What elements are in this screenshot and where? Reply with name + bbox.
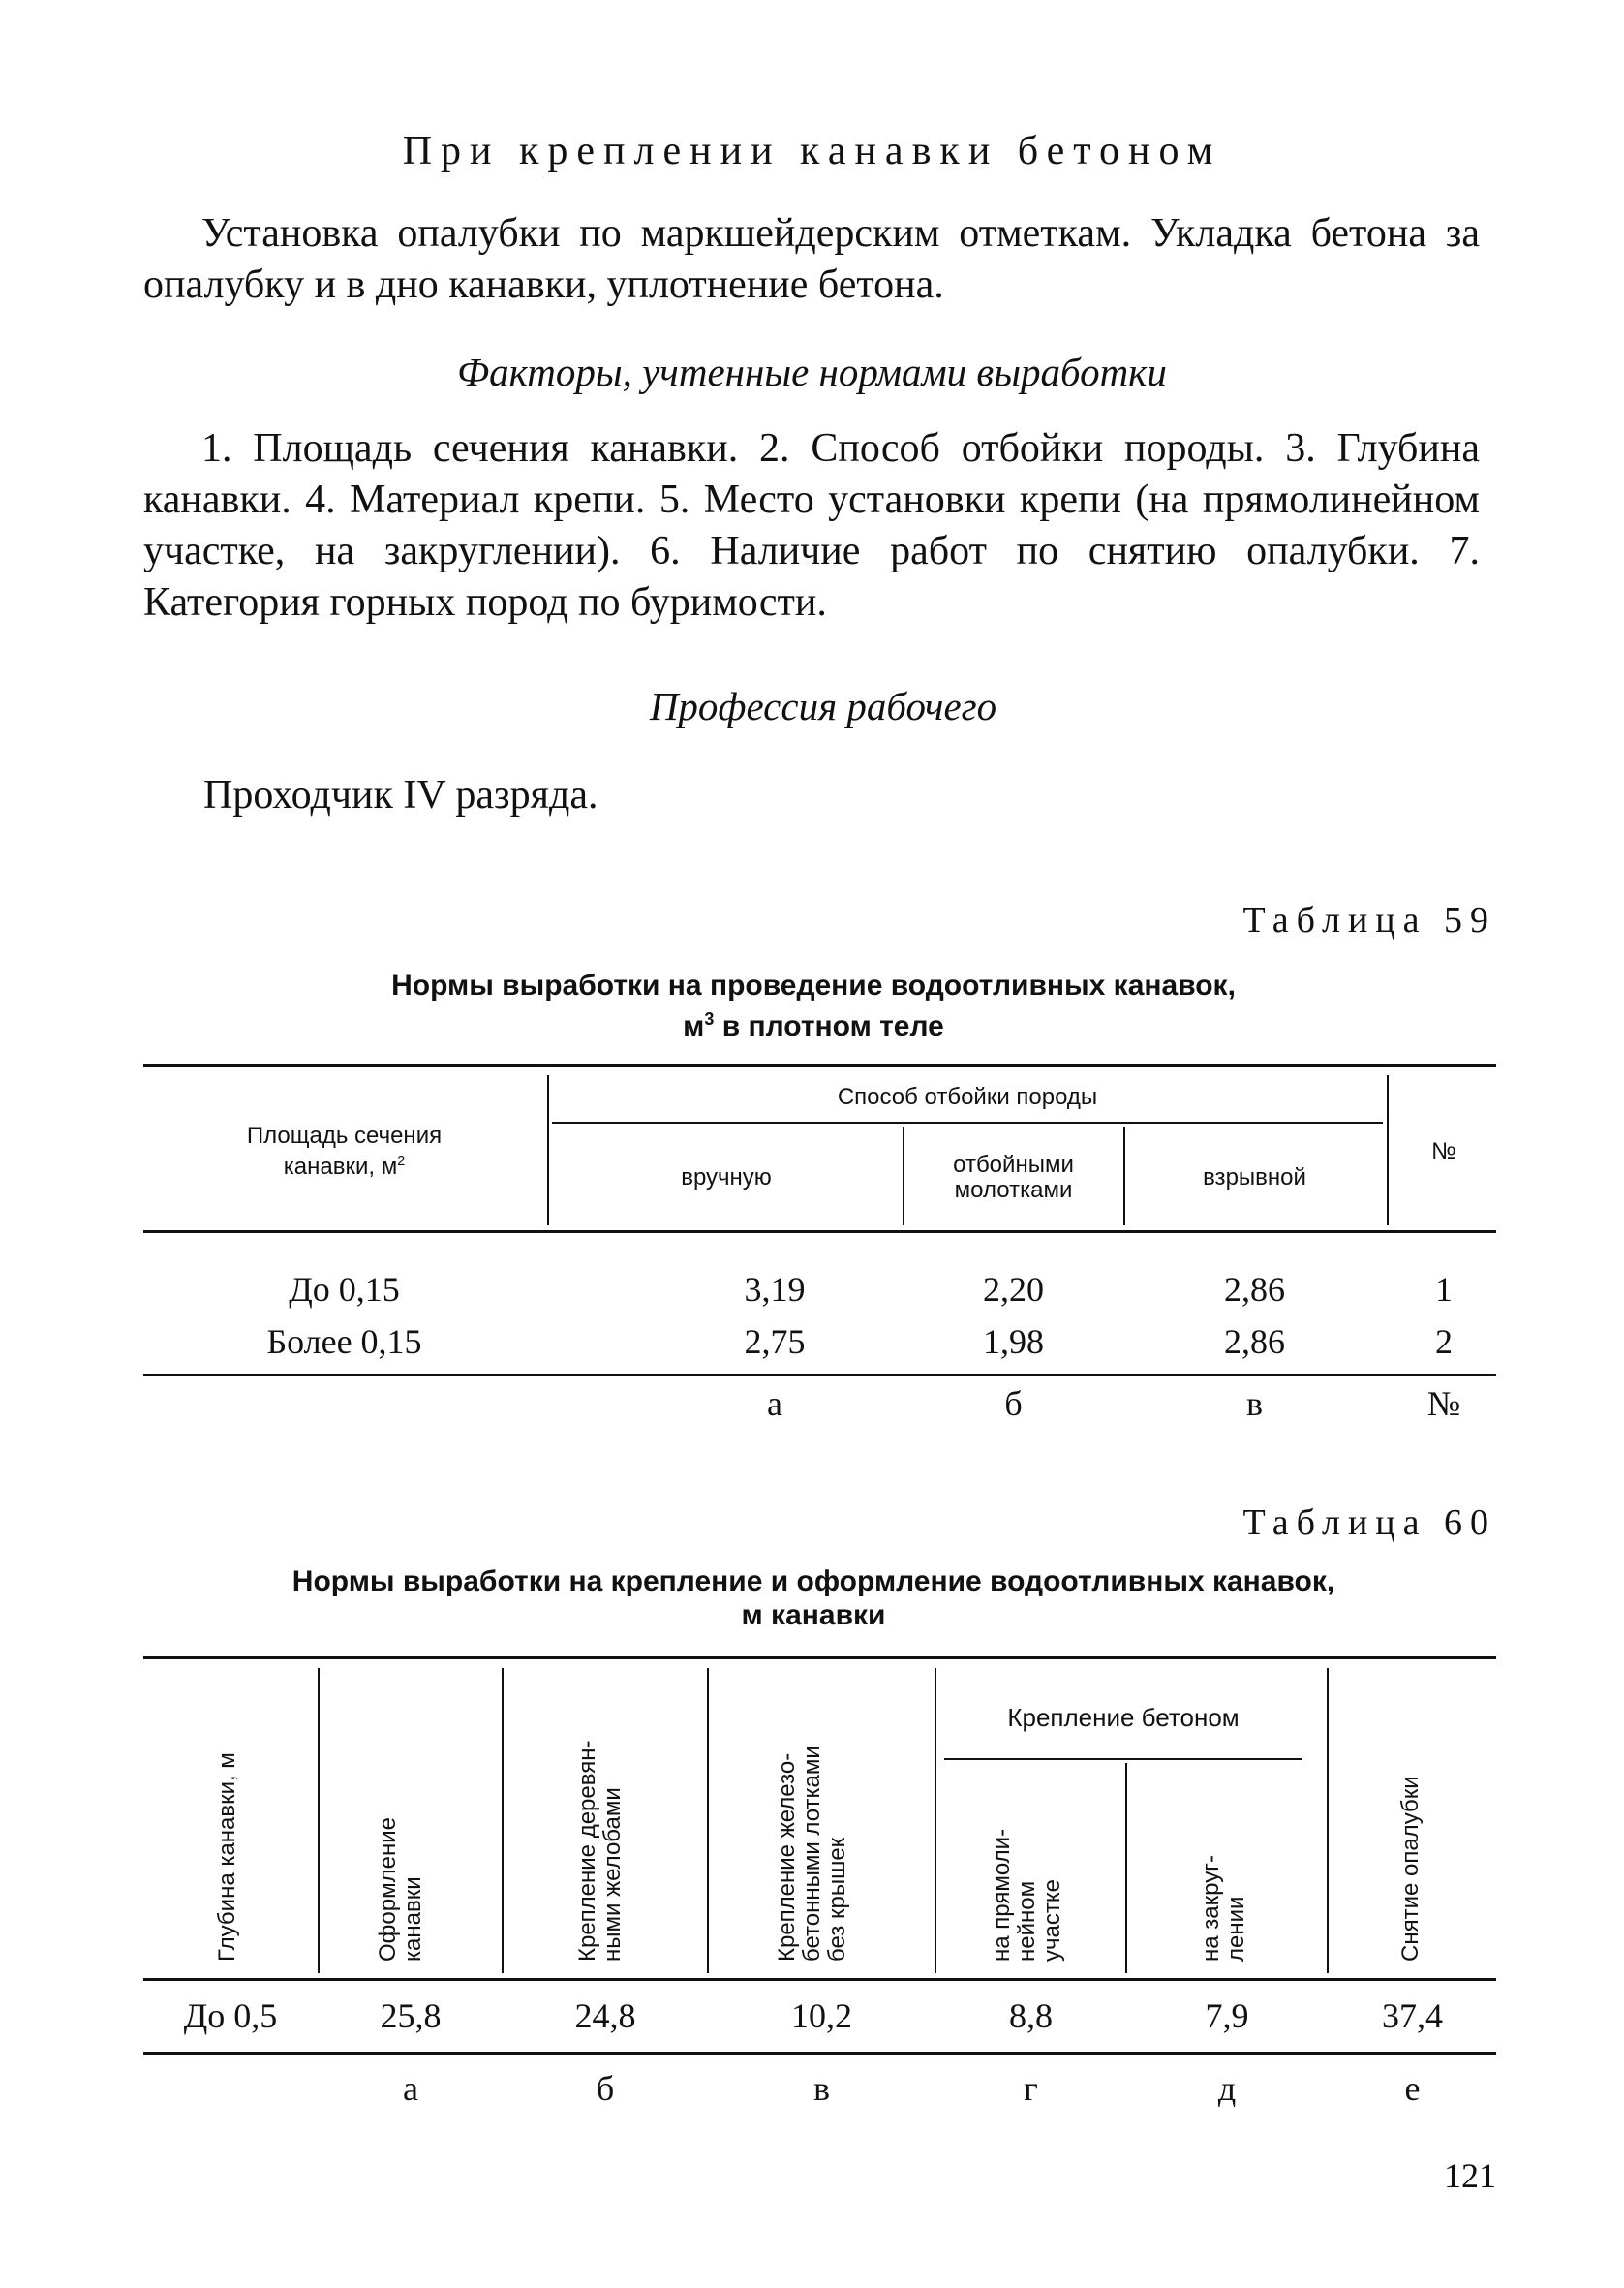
table59-col-blast: взрывной: [1203, 1164, 1306, 1190]
table60-footer-d: г: [1024, 2069, 1038, 2108]
table59-footer-no: №: [1426, 1384, 1461, 1423]
table-cell: 2,86: [1224, 1322, 1285, 1361]
table59-vline: [547, 1075, 549, 1225]
table59-col-no: №: [1431, 1138, 1456, 1164]
table60-title: [145, 1564, 1482, 1632]
section-title: При креплении канавки бетоном: [402, 129, 1222, 173]
page-number: 121: [1444, 2156, 1496, 2195]
table-cell: 1: [1435, 1270, 1453, 1309]
table59-vline: [903, 1127, 904, 1225]
table59-col-method: Способ отбойки породы: [837, 1084, 1098, 1110]
table60-footer-f: е: [1404, 2069, 1421, 2108]
table-cell: 3,19: [744, 1270, 806, 1309]
table60-title-line2: м канавки: [741, 1599, 886, 1631]
table59-sub-rule: [552, 1122, 1383, 1124]
table60-vline: [1327, 1668, 1329, 1973]
table60-col-straight: на прямоли- нейном участке: [989, 1828, 1065, 1962]
table59-footer-b: б: [1004, 1384, 1023, 1423]
profession-title: Профессия рабочего: [649, 684, 997, 728]
intro-paragraph: Установка опалубки по маркшейдерским отметкам. Укладка бетона за опалубку и в дно канавки, уплотнение бетона.: [143, 211, 1480, 307]
table-cell: 2,75: [744, 1322, 806, 1361]
table60-vline: [318, 1668, 320, 1973]
table60-sub-rule: [944, 1758, 1302, 1760]
table60-col-concrete: Крепление железо- бетонными лотками без крышек: [774, 1746, 850, 1962]
table-cell: 37,4: [1382, 1996, 1443, 2035]
table-cell: 2,86: [1224, 1270, 1285, 1309]
table-cell: 8,8: [1009, 1996, 1053, 2035]
table60-col-fix-concrete: Крепление бетоном: [1007, 1703, 1240, 1732]
table60-vline: [707, 1668, 709, 1973]
table59-footer-c: в: [1246, 1384, 1263, 1423]
table60-col-design: Оформление канавки: [375, 1817, 426, 1962]
factors-title: Факторы, учтенные нормами выработки: [457, 350, 1167, 394]
table-cell: 25,8: [380, 1996, 442, 2035]
table-cell: 2: [1435, 1322, 1453, 1361]
table59-bottom-rule: [143, 1374, 1496, 1376]
table60-col-depth: Глубина канавки, м: [214, 1752, 240, 1962]
table60-header-rule: [143, 1978, 1496, 1981]
table60-col-remove: Снятие опалубки: [1397, 1776, 1424, 1962]
table59-title: [145, 969, 1482, 1043]
table59-caption: Таблица 59: [1242, 900, 1496, 941]
table60-vline: [502, 1668, 504, 1973]
table59-title-line1: Нормы выработки на проведение водоотливных канавок,: [391, 970, 1236, 1002]
table59-footer-a: а: [767, 1384, 782, 1423]
table60-footer-c: в: [813, 2069, 830, 2108]
table59-vline: [1387, 1075, 1389, 1225]
table59-col-hammers: отбойными молотками: [953, 1152, 1074, 1203]
table59-col-manual: вручную: [681, 1164, 772, 1190]
table-cell: 10,2: [791, 1996, 852, 2035]
table-cell: До 0,15: [289, 1270, 400, 1309]
table60-caption: Таблица 60: [1242, 1502, 1496, 1543]
table60-footer-b: б: [596, 2069, 615, 2108]
table60-vline: [1125, 1763, 1127, 1973]
table59-top-rule: [143, 1064, 1496, 1067]
table59-title-line2: $м^3$ в плотном теле: [683, 1009, 944, 1042]
table-cell: 7,9: [1205, 1996, 1249, 2035]
table-cell: До 0,5: [183, 1996, 278, 2035]
table-cell: Более 0,15: [266, 1322, 422, 1361]
table59-vline: [1123, 1127, 1125, 1225]
table59-header-rule: [143, 1230, 1496, 1233]
table59-col-area: Площадь сечения канавки, $м^2$: [246, 1123, 443, 1180]
table-cell: 24,8: [574, 1996, 636, 2035]
profession-text: Проходчик IV разряда.: [203, 773, 598, 818]
table60-col-wood: Крепление деревян- ными желобами: [574, 1740, 626, 1962]
factors-paragraph: 1. Площадь сечения канавки. 2. Способ отбойки породы. 3. Глубина канавки. 4. Материал крепи. 5. Место установки крепи (на прямолинейном участке, на закруглении). 6. Наличие работ по снятию опалубки. 7. Категория горных пород по буримости.: [143, 426, 1480, 625]
table60-footer-e: д: [1217, 2069, 1237, 2108]
table60-footer-a: а: [403, 2069, 418, 2108]
table60-title-line1: Нормы выработки на крепление и оформление водоотливных канавок,: [291, 1565, 1335, 1597]
table60-bottom-rule: [143, 2052, 1496, 2055]
table-cell: 2,20: [983, 1270, 1044, 1309]
table60-col-curve: на закруг- лении: [1198, 1855, 1249, 1962]
table60-top-rule: [143, 1656, 1496, 1659]
table-cell: 1,98: [983, 1322, 1044, 1361]
table60-vline: [935, 1668, 936, 1973]
